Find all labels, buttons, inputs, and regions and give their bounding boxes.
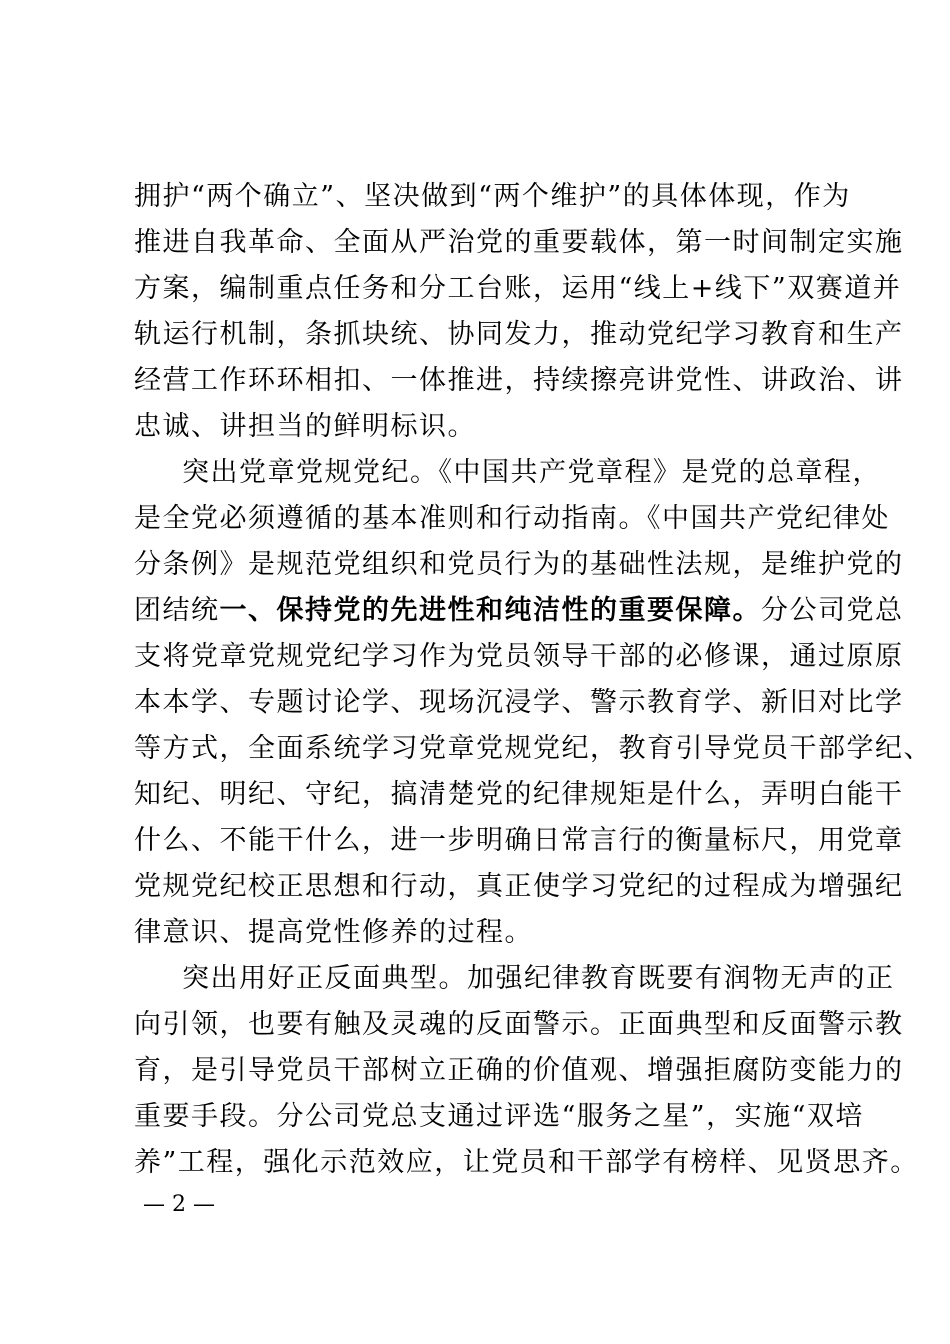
paragraph-2-line-11: 律意识、提高党性修养的过程。 — [134, 917, 533, 948]
paragraph-2-line-4-end: 分公司党总 — [761, 595, 904, 626]
paragraph-2-line-7: 等方式，全面系统学习党章党规党纪，教育引导党员干部学纪、 — [134, 733, 932, 764]
paragraph-3-line-1: 突出用好正反面典型。加强纪律教育既要有润物无声的正 — [182, 963, 895, 994]
paragraph-3-line-3: 育，是引导党员干部树立正确的价值观、增强拒腐防变能力的 — [134, 1055, 904, 1086]
paragraph-3-line-5: 养”工程，强化示范效应，让党员和干部学有榜样、见贤思齐。 — [134, 1147, 919, 1178]
paragraph-2-line-10: 党规党纪校正思想和行动，真正使学习党纪的过程成为增强纪 — [134, 871, 904, 902]
page-number: — 2 — — [143, 1192, 215, 1217]
paragraph-1-line-1: 拥护“两个确立”、坚决做到“两个维护”的具体体现，作为 — [134, 181, 851, 212]
paragraph-2-line-4 — [134, 588, 904, 634]
paragraph-2-line-2: 是全党必须遵循的基本准则和行动指南。《中国共产党纪律处 — [134, 503, 890, 534]
paragraph-3-line-4: 重要手段。分公司党总支通过评选“服务之星”，实施“双培 — [134, 1101, 864, 1132]
paragraph-1-line-2: 推进自我革命、全面从严治党的重要载体，第一时间制定实施 — [134, 227, 904, 258]
paragraph-2-line-3: 分条例》是规范党组织和党员行为的基础性法规，是维护党的 — [134, 549, 904, 580]
paragraph-1-line-5: 经营工作环环相扣、一体推进，持续擦亮讲党性、讲政治、讲 — [134, 365, 904, 396]
paragraph-2-line-5: 支将党章党规党纪学习作为党员领导干部的必修课，通过原原 — [134, 641, 904, 672]
paragraph-2-line-1: 突出党章党规党纪。《中国共产党章程》是党的总章程， — [182, 457, 881, 488]
paragraph-2-line-9: 什么、不能干什么，进一步明确日常言行的衡量标尺，用党章 — [134, 825, 904, 856]
paragraph-2-line-6: 本本学、专题讨论学、现场沉浸学、警示教育学、新旧对比学 — [134, 687, 904, 718]
paragraph-1-line-3: 方案，编制重点任务和分工台账，运用“线上+线下”双赛道并 — [134, 273, 902, 304]
paragraph-1-line-4: 轨运行机制，条抓块统、协同发力，推动党纪学习教育和生产 — [134, 319, 904, 350]
paragraph-2-line-8: 知纪、明纪、守纪，搞清楚党的纪律规矩是什么，弄明白能干 — [134, 779, 904, 810]
paragraph-1-line-6: 忠诚、讲担当的鲜明标识。 — [134, 411, 476, 442]
paragraph-2-line-4-start: 团结统 — [134, 595, 220, 626]
bold-heading-inline: 一、保持党的先进性和纯洁性的重要保障。 — [219, 595, 761, 626]
paragraph-3-line-2: 向引领，也要有触及灵魂的反面警示。正面典型和反面警示教 — [134, 1009, 904, 1040]
